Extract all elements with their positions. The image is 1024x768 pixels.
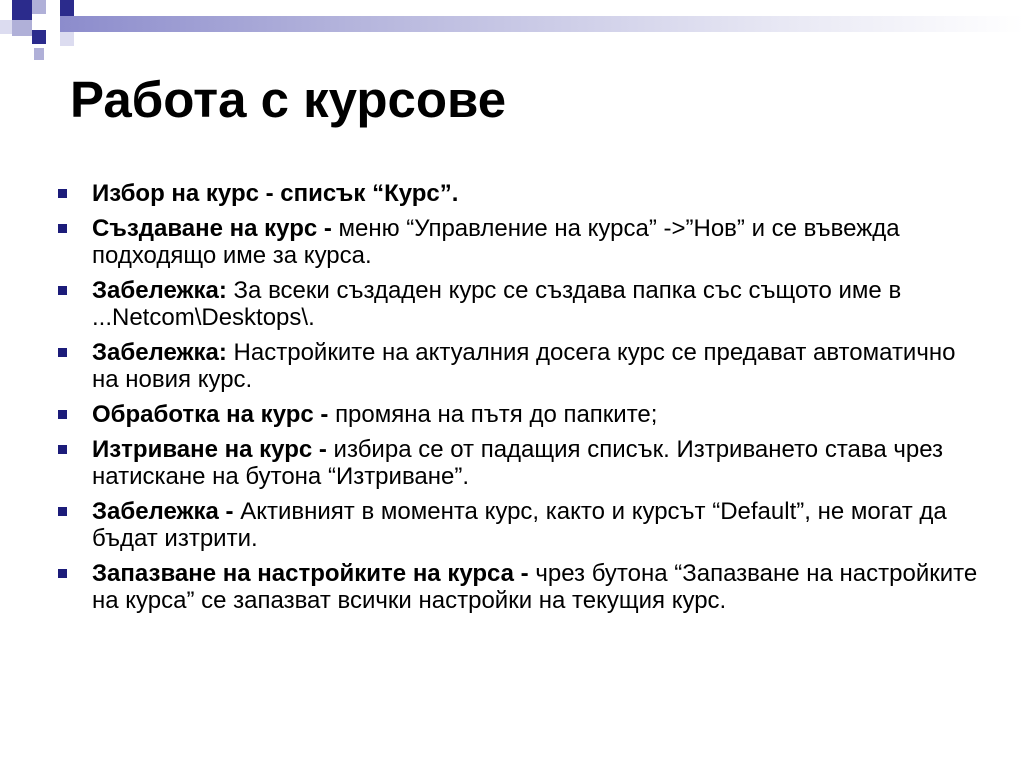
square-bullet-icon [58,348,67,357]
list-item [58,277,988,331]
square-bullet-icon [58,410,67,419]
deco-square [12,20,32,36]
bullet-heading: Създаване на курс - [92,215,339,242]
square-bullet-icon [58,224,67,233]
slide-title: Работа с курсове [70,71,507,128]
bullet-heading: Забележка - [92,498,241,525]
list-item [58,339,988,393]
bullet-text: чрез бутона “Запазване на настройките на курса” се запазват всички настройки на текущия курс. [92,560,978,614]
bullet-text: Настройките на актуалния досега курс се предават автоматично на новия курс. [92,339,956,393]
bullet-text: промяна на пътя до папките; [335,401,658,428]
square-bullet-icon [58,569,67,578]
bullet-heading: Обработка на курс - [92,401,336,428]
bullet-text: меню “Управление на курса” ->”Нов” и се въвежда подходящо име за курса. [92,215,900,269]
deco-square [32,30,46,44]
square-bullet-icon [58,445,67,454]
bullet-list [58,180,988,622]
bullet-text: За всеки създаден курс се създава папка със същото име в ...Netcom\Desktops\. [92,277,902,331]
deco-square [60,32,74,46]
square-bullet-icon [58,507,67,516]
gradient-bar [60,16,1024,32]
list-item [58,436,988,490]
bullet-heading: Забележка: [92,277,227,304]
list-item [58,180,988,207]
bullet-heading: Изтриване на курс - [92,436,334,463]
list-item [58,498,988,552]
deco-square [12,0,32,20]
bullet-text: Активният в момента курс, както и курсът “Default”, не могат да бъдат изтрити. [92,498,947,552]
bullet-heading: Забележка: [92,339,227,366]
list-item [58,560,988,614]
square-bullet-icon [58,286,67,295]
bullet-text: избира се от падащия списък. Изтриването става чрез натискане на бутона “Изтриване”. [92,436,944,490]
deco-square [0,20,12,34]
deco-square [60,0,74,16]
header-decoration [0,0,1024,80]
square-bullet-icon [58,189,67,198]
deco-square [34,48,44,60]
bullet-heading: Избор на курс - списък “Курс”. [92,180,459,207]
list-item [58,215,988,269]
list-item [58,401,988,428]
deco-square [32,0,46,14]
bullet-heading: Запазване на настройките на курса - [92,560,536,587]
